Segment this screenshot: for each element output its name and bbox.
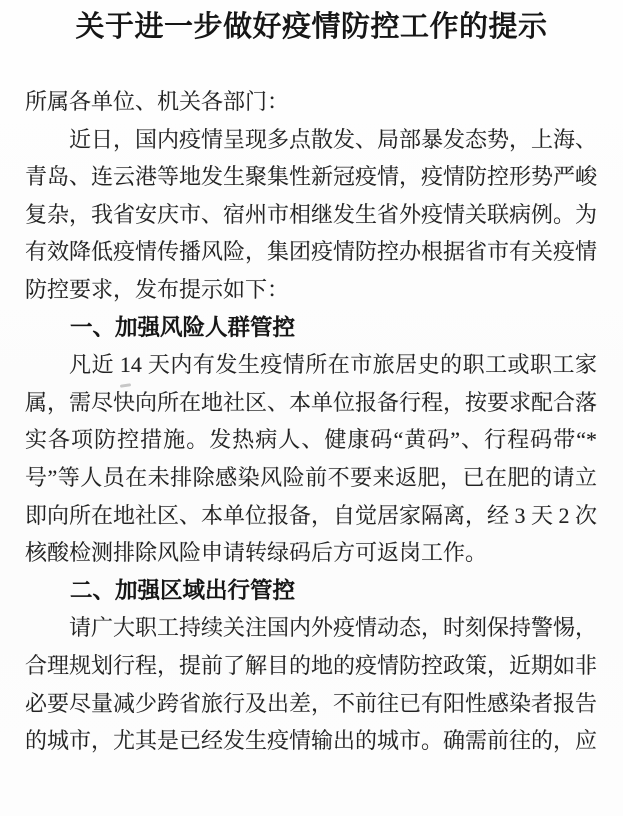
document-body: [0, 83, 623, 760]
section-heading-risk-group-control: 一、加强风险人群管控: [70, 314, 296, 340]
document-title: 关于进一步做好疫情防控工作的提示: [75, 11, 548, 43]
salutation-line: 所属各单位、机关各部门：: [25, 89, 290, 114]
paragraph-regional-travel-control: 请广大职工持续关注国内外疫情动态，时刻保持警惕，合理规划行程，提前了解目的地的疫情防控政策，近期如非必要尽量减少跨省旅行及出差，不前往已有阳性感染者报告的城市，尤其是已经发生疫情输出的城市。确需前往的，应: [25, 615, 598, 754]
paragraph-epidemic-situation: 近日，国内疫情呈现多点散发、局部暴发态势，上海、青岛、连云港等地发生聚集性新冠疫情，疫情防控形势严峻复杂，我省安庆市、宿州市相继发生省外疫情关联病例。为有效降低疫情传播风险，集团疫情防控办根据省市有关疫情防控要求，发布提示如下：: [25, 126, 598, 302]
section-heading-regional-travel-control: 二、加强区域出行管控: [70, 577, 296, 603]
paragraph-risk-group-control: 凡近 14 天内有发生疫情所在市旅居史的职工或职工家属，需尽快向所在地社区、本单位报备行程，按要求配合落实各项防控措施。发热病人、健康码“黄码”、行程码带“*号”等人员在未排除感染风险前不要来返肥，已在肥的请立即向所在地社区、本单位报备，自觉居家隔离，经 3 天 2 次核酸检测排除风险申请转绿码后方可返岗工作。: [25, 352, 598, 566]
